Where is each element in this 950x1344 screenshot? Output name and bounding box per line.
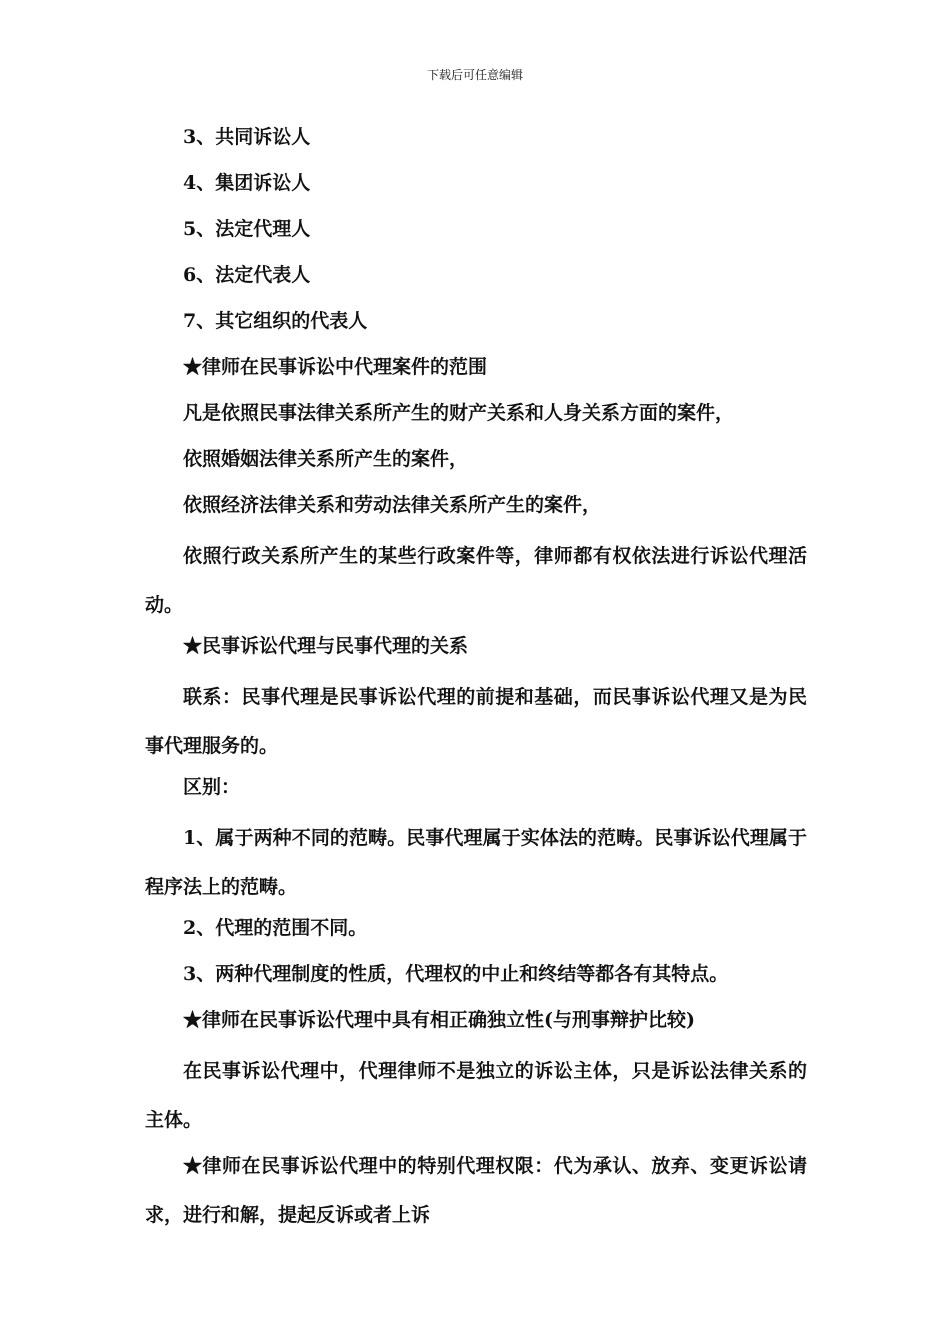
- document-body: [145, 118, 807, 1237]
- paragraph-administrative-cases: 依照行政关系所产生的某些行政案件等，律师都有权依法进行诉讼代理活动。: [145, 545, 807, 616]
- list-item-difference-3: 3、两种代理制度的性质，代理权的中止和终结等都各有其特点。: [183, 963, 729, 985]
- paragraph-difference-label: 区别：: [183, 776, 241, 798]
- list-item-legal-agent: 5、法定代理人: [183, 218, 311, 240]
- list-item-difference-2: 2、代理的范围不同。: [183, 917, 368, 939]
- section-heading-independence: ★律师在民事诉讼代理中具有相正确独立性(与刑事辩护比较): [183, 1009, 695, 1031]
- paragraph-civil-cases: 凡是依照民事法律关系所产生的财产关系和人身关系方面的案件，: [183, 402, 735, 424]
- list-item-group-litigant: 4、集团诉讼人: [183, 172, 311, 194]
- section-heading-agency-scope: ★律师在民事诉讼中代理案件的范围: [183, 356, 488, 378]
- list-item-difference-1: 1、属于两种不同的范畴。民事代理属于实体法的范畴。民事诉讼代理属于程序法上的范畴。: [145, 827, 807, 898]
- paragraph-marriage-cases: 依照婚姻法律关系所产生的案件，: [183, 448, 469, 470]
- page-header: 下载后可任意编辑: [426, 68, 523, 82]
- paragraph-economic-cases: 依照经济法律关系和劳动法律关系所产生的案件，: [183, 494, 602, 516]
- list-item-organization-representative: 7、其它组织的代表人: [183, 310, 368, 332]
- paragraph-connection: 联系：民事代理是民事诉讼代理的前提和基础，而民事诉讼代理又是为民事代理服务的。: [145, 686, 807, 757]
- list-item-legal-representative: 6、法定代表人: [183, 264, 311, 286]
- paragraph-independence: 在民事诉讼代理中，代理律师不是独立的诉讼主体，只是诉讼法律关系的主体。: [145, 1060, 807, 1131]
- list-item-co-litigant: 3、共同诉讼人: [183, 126, 311, 148]
- section-heading-relationship: ★民事诉讼代理与民事代理的关系: [183, 635, 469, 657]
- section-heading-special-authority: ★律师在民事诉讼代理中的特别代理权限：代为承认、放弃、变更诉讼请求，进行和解，提起反诉或者上诉: [145, 1155, 807, 1226]
